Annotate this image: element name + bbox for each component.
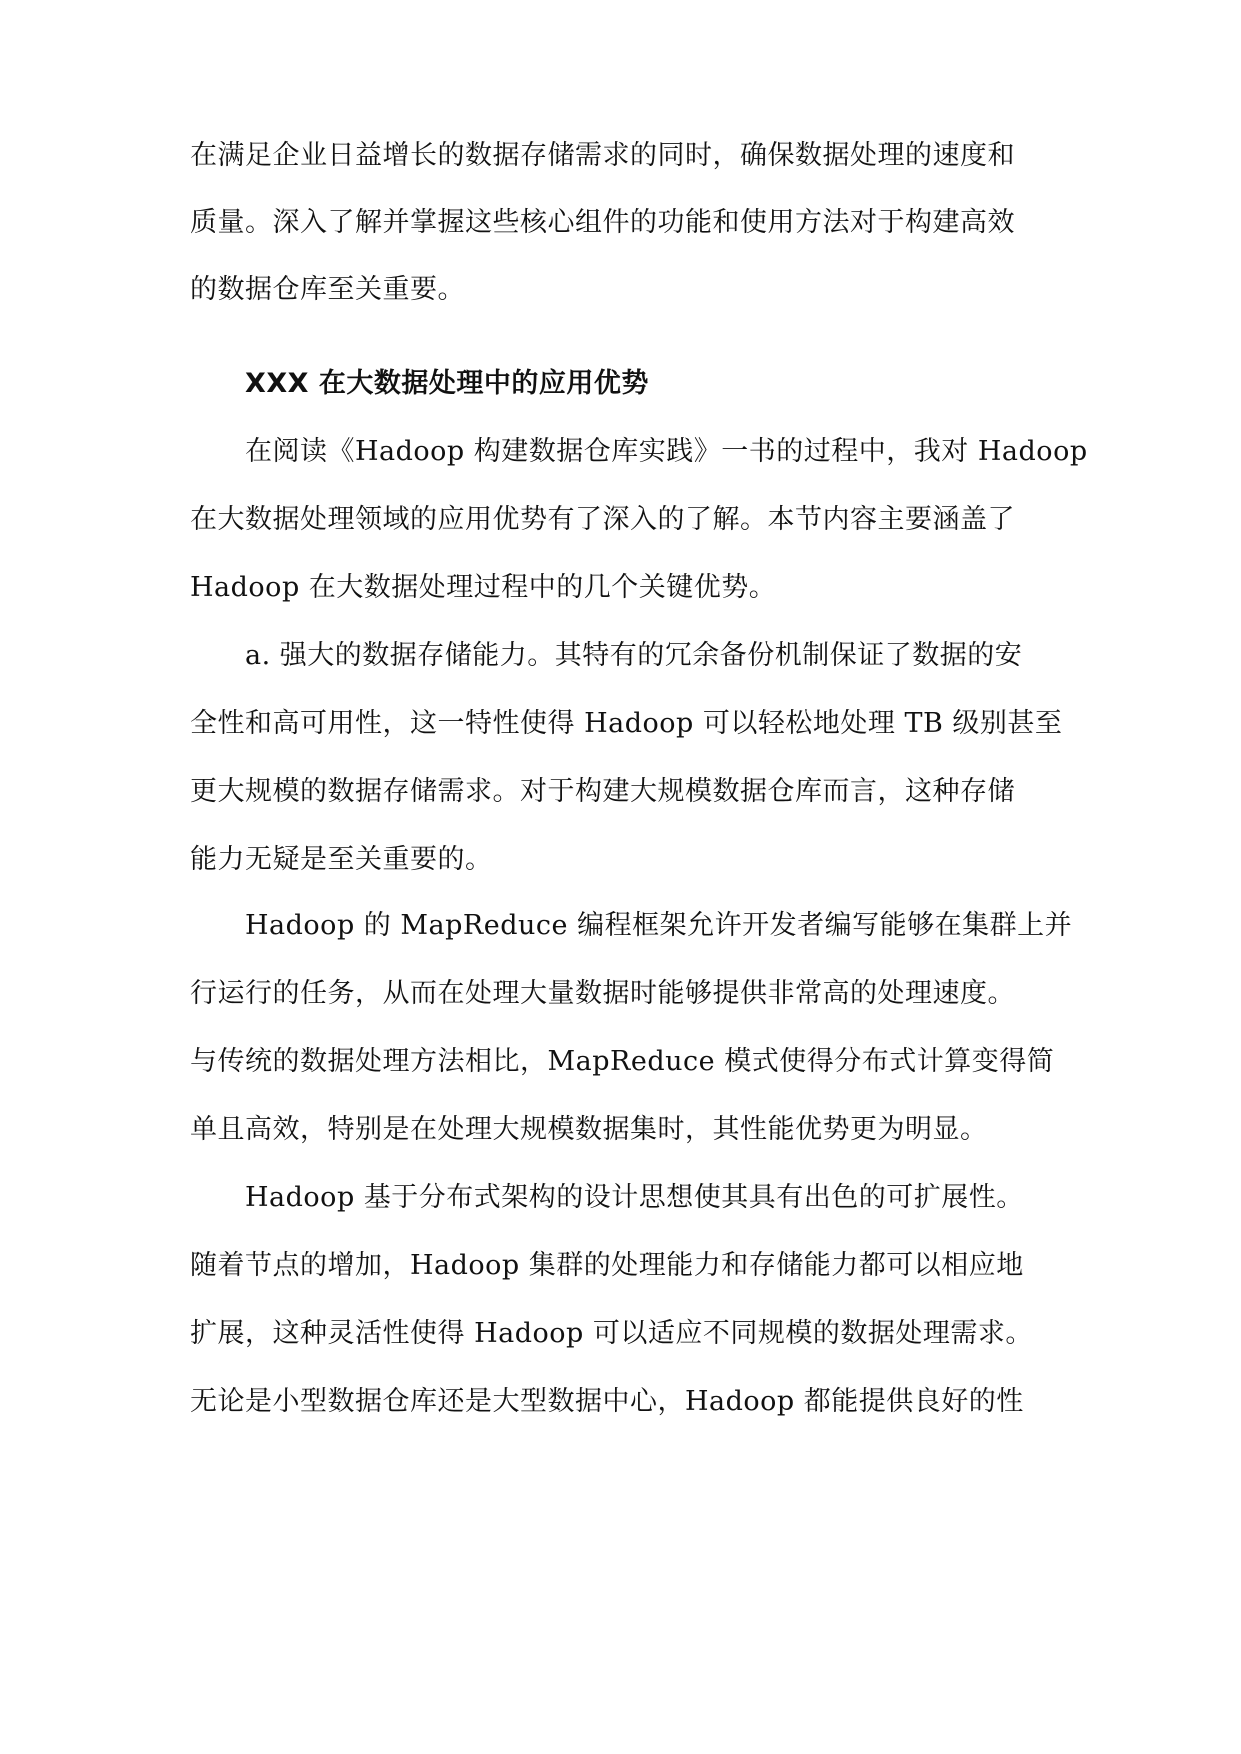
paragraph-line: 全性和高可用性，这一特性使得 Hadoop 可以轻松地处理 TB 级别甚至 (190, 708, 1063, 739)
paragraph-line: 无论是小型数据仓库还是大型数据中心，Hadoop 都能提供良好的性 (190, 1386, 1024, 1417)
paragraph-line: 质量。深入了解并掌握这些核心组件的功能和使用方法对于构建高效 (190, 207, 1015, 238)
paragraph-line: 在阅读《Hadoop 构建数据仓库实践》一书的过程中，我对 Hadoop (245, 436, 1088, 467)
paragraph-line: 单且高效，特别是在处理大规模数据集时，其性能优势更为明显。 (190, 1114, 988, 1145)
paragraph-line: 在满足企业日益增长的数据存储需求的同时，确保数据处理的速度和 (190, 140, 1015, 171)
paragraph-line: 行运行的任务，从而在处理大量数据时能够提供非常高的处理速度。 (190, 978, 1015, 1009)
paragraph-line: Hadoop 基于分布式架构的设计思想使其具有出色的可扩展性。 (245, 1182, 1024, 1213)
paragraph-line: 更大规模的数据存储需求。对于构建大规模数据仓库而言，这种存储 (190, 776, 1015, 807)
paragraph-line: a. 强大的数据存储能力。其特有的冗余备份机制保证了数据的安 (245, 640, 1023, 671)
paragraph-line: 与传统的数据处理方法相比，MapReduce 模式使得分布式计算变得简 (190, 1046, 1055, 1077)
paragraph-line: 扩展，这种灵活性使得 Hadoop 可以适应不同规模的数据处理需求。 (190, 1318, 1033, 1349)
paragraph-line: 随着节点的增加，Hadoop 集群的处理能力和存储能力都可以相应地 (190, 1250, 1024, 1281)
paragraph-line: 的数据仓库至关重要。 (190, 274, 465, 305)
paragraph-line: Hadoop 在大数据处理过程中的几个关键优势。 (190, 572, 777, 603)
paragraph-line: 在大数据处理领域的应用优势有了深入的了解。本节内容主要涵盖了 (190, 504, 1015, 535)
paragraph-line: Hadoop 的 MapReduce 编程框架允许开发者编写能够在集群上并 (245, 910, 1073, 941)
section-heading: XXX 在大数据处理中的应用优势 (245, 368, 649, 399)
paragraph-line: 能力无疑是至关重要的。 (190, 844, 493, 875)
